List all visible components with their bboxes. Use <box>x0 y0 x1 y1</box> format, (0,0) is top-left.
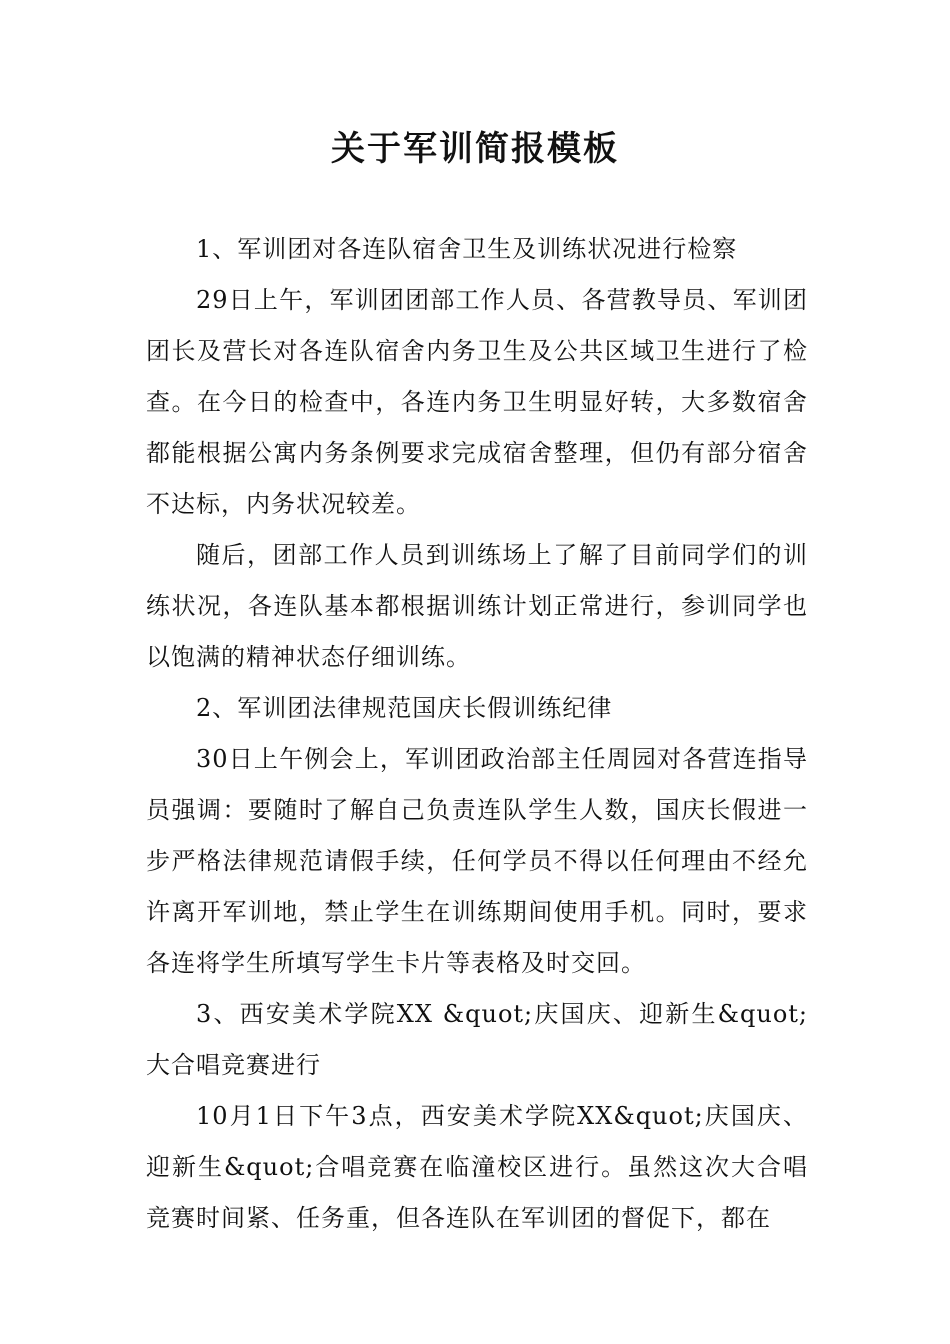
paragraph-inspection: 29日上午，军训团团部工作人员、各营教导员、军训团团长及营长对各连队宿舍内务卫生及公共区域卫生进行了检查。在今日的检查中，各连内务卫生明显好转，大多数宿舍都能根据公寓内务条例要求完成宿舍整理，但仍有部分宿舍不达标，内务状况较差。 <box>146 286 808 518</box>
paragraph-discipline: 30日上午例会上，军训团政治部主任周园对各营连指导员强调：要随时了解自己负责连队学生人数，国庆长假进一步严格法律规范请假手续，任何学员不得以任何理由不经允许离开军训地，禁止学生在训练期间使用手机。同时，要求各连将学生所填写学生卡片等表格及时交回。 <box>146 745 808 977</box>
section-heading-1: 1、军训团对各连队宿舍卫生及训练状况进行检察 <box>196 235 738 263</box>
paragraph-training-status: 随后，团部工作人员到训练场上了解了目前同学们的训练状况，各连队基本都根据训练计划正常进行，参训同学也以饱满的精神状态仔细训练。 <box>146 541 808 671</box>
paragraph-chorus: 10月1日下午3点，西安美术学院XX&quot;庆国庆、迎新生&quot;合唱竞赛在临潼校区进行。虽然这次大合唱竞赛时间紧、任务重，但各连队在军训团的督促下，都在 <box>146 1102 808 1232</box>
section-heading-3: 3、西安美术学院XX &quot;庆国庆、迎新生&quot;大合唱竞赛进行 <box>146 1000 808 1079</box>
document-body <box>146 224 808 1244</box>
section-heading-2: 2、军训团法律规范国庆长假训练纪律 <box>196 694 613 722</box>
document-title: 关于军训简报模板 <box>331 129 619 169</box>
